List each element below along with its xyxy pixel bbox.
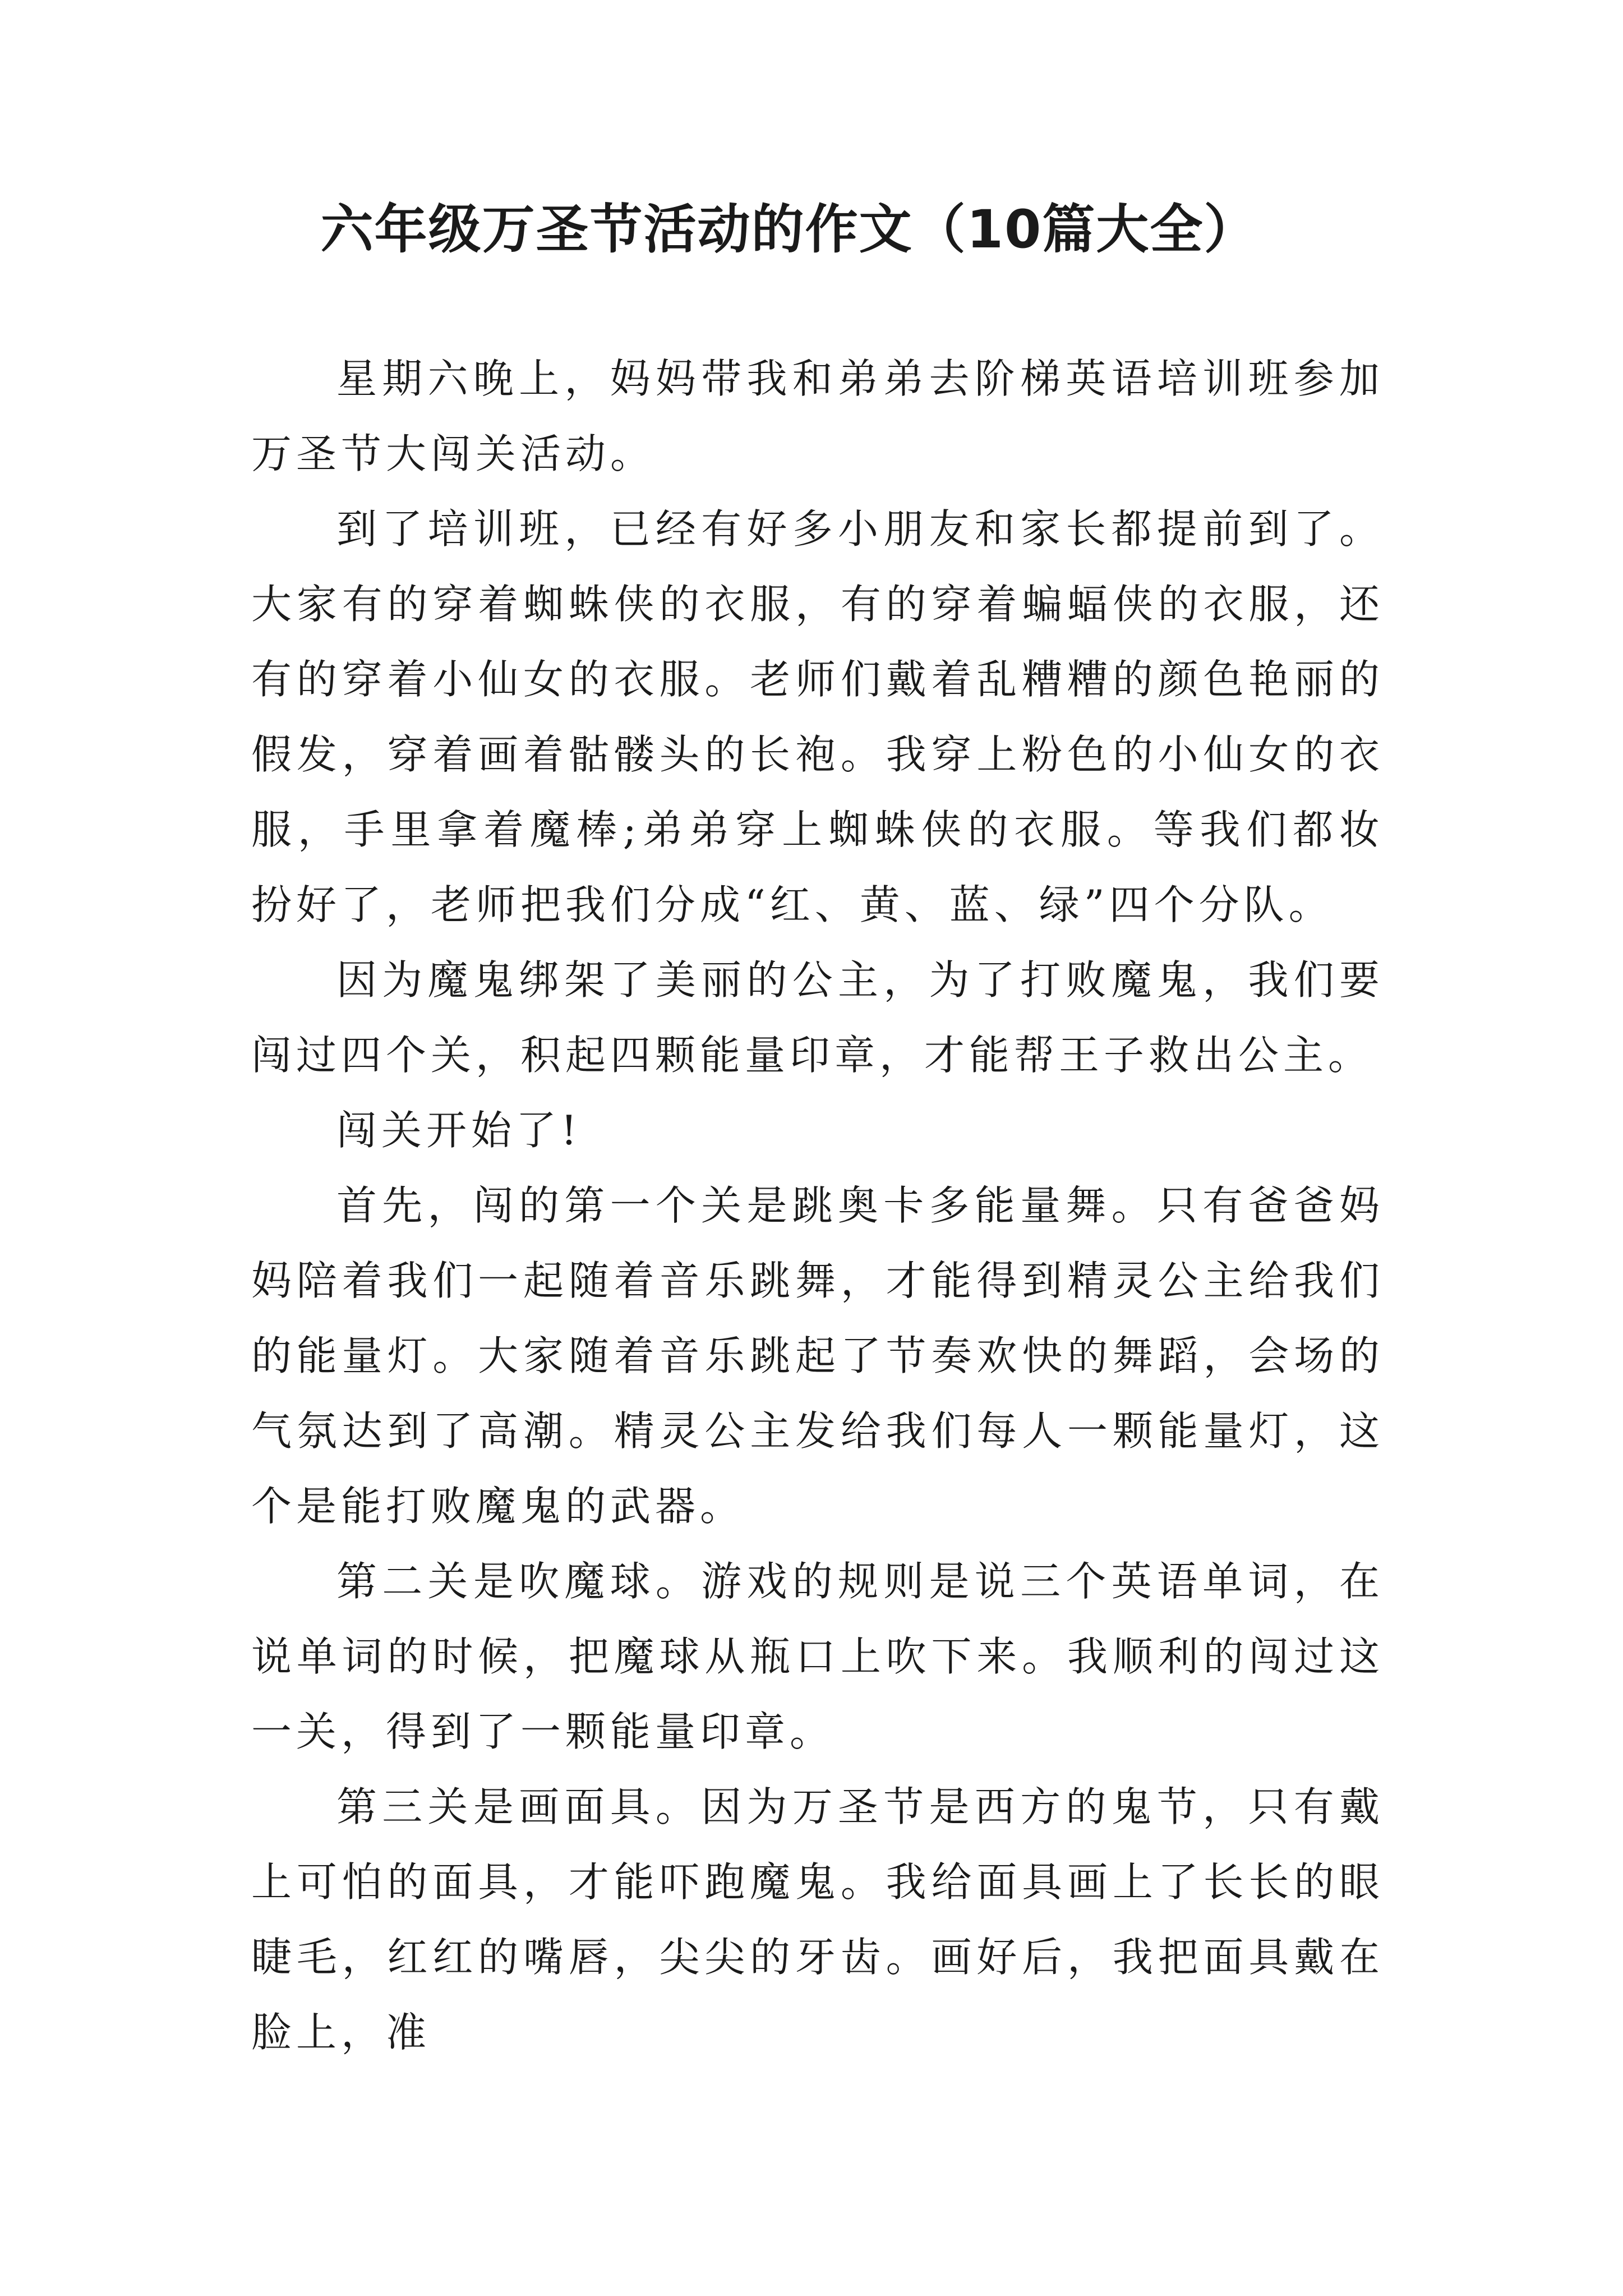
document-body xyxy=(251,341,1384,2070)
paragraph-2: 到了培训班，已经有好多小朋友和家长都提前到了。大家有的穿着蜘蛛侠的衣服，有的穿着蝙蝠侠的衣服，还有的穿着小仙女的衣服。老师们戴着乱糟糟的颜色艳丽的假发，穿着画着骷髅头的长袍。我穿上粉色的小仙女的衣服，手里拿着魔棒;弟弟穿上蜘蛛侠的衣服。等我们都妆扮好了，老师把我们分成“红、黄、蓝、绿”四个分队。 xyxy=(251,505,1384,928)
paragraph-6: 第二关是吹魔球。游戏的规则是说三个英语单词，在说单词的时候，把魔球从瓶口上吹下来。我顺利的闯过这一关，得到了一颗能量印章。 xyxy=(251,1558,1384,1755)
paragraph-1: 星期六晚上，妈妈带我和弟弟去阶梯英语培训班参加万圣节大闯关活动。 xyxy=(251,355,1384,477)
paragraph-7: 第三关是画面具。因为万圣节是西方的鬼节，只有戴上可怕的面具，才能吓跑魔鬼。我给面具画上了长长的眼睫毛，红红的嘴唇，尖尖的牙齿。画好后，我把面具戴在脸上，准 xyxy=(251,1783,1384,2056)
document-title: 六年级万圣节活动的作文（10篇大全） xyxy=(320,199,1258,260)
paragraph-3: 因为魔鬼绑架了美丽的公主，为了打败魔鬼，我们要闯过四个关，积起四颗能量印章，才能帮王子救出公主。 xyxy=(251,956,1384,1079)
paragraph-4: 闯关开始了! xyxy=(336,1107,582,1154)
paragraph-5: 首先，闯的第一个关是跳奥卡多能量舞。只有爸爸妈妈陪着我们一起随着音乐跳舞，才能得到精灵公主给我们的能量灯。大家随着音乐跳起了节奏欢快的舞蹈，会场的气氛达到了高潮。精灵公主发给我们每人一颗能量灯，这个是能打败魔鬼的武器。 xyxy=(251,1182,1384,1530)
